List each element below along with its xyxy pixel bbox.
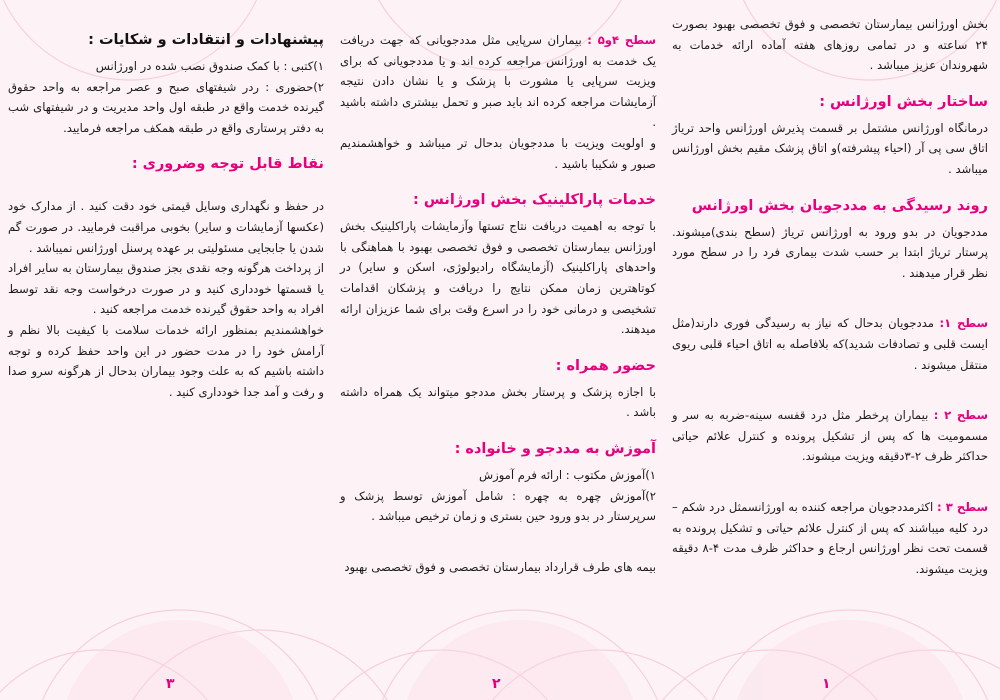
- paraclinic-heading: خدمات پاراکلینیک بخش اورژانس :: [413, 192, 656, 209]
- process-text: مددجویان در بدو ورود به اورژانس تریاژ (سطح بندی)میشوند. پرستار تریاژ ابتدا بر حسب شدت بیماری فرد را در سطح مورد نظر قرار میدهند .: [672, 224, 988, 280]
- complaints-heading: پیشنهادات و انتقادات و شکایات :: [88, 32, 324, 48]
- priority-text: و اولویت ویزیت با مددجویان بدحال تر میباشد و خواهشمندیم صبور و شکیبا باشید .: [340, 135, 656, 171]
- level3-text: اکثرمددجویان مراجعه کننده به اورژانسمثل درد شکم – درد کلیه میباشند که پس از کنترل علائم حیاتی و تشکیل پرونده به قسمت تحت نظر اورژانس ارجاع و حداکثر ظرف مدت ۴-۸ دقیقه ویزیت میشوند.: [672, 499, 988, 576]
- level1-paragraph: [672, 313, 988, 375]
- level2-text: بیماران پرخطر مثل درد قفسه سینه-ضربه به سر و مسمومیت ها که پس از تشکیل پرونده و کنترل علائم حیاتی حداکثر ظرف ۲-۳دقیقه ویزیت میشوند.: [672, 408, 988, 464]
- level45-text: بیماران سرپایی مثل مددجویانی که جهت دریافت یک خدمت به اورژانس مراجعه کرده اند و یا مددجویانی که برای ویزیت سرپایی یا مشورت با پزشک و یا نشان دادن نتیجه آزمایشات مراجعه کرده اند باید صبر و تحمل بیشتری داشته باشید .: [340, 33, 656, 130]
- level2-paragraph: [672, 405, 988, 467]
- notes-heading: نقاط قابل توجه وضروری :: [131, 156, 324, 173]
- process-heading: روند رسیدگی به مددجویان بخش اورژانس: [691, 197, 988, 214]
- page-number-1: ۱: [822, 676, 831, 692]
- level3-paragraph: [672, 497, 988, 579]
- notes-paragraph-3: خواهشمندیم بمنظور ارائه خدمات سلامت با کیفیت بالا نظم و آرامش خود را در مدت حضور در این واحد حفظ کرده و توجه داشته باشیم که به علت وجود بیماران بدحال از هرگونه سرو صدا و رفت و آمد جدا خودداری کنید .: [8, 322, 324, 399]
- intro-text: بخش اورژانس بیمارستان تخصصی و فوق تخصصی بهبود بصورت ۲۴ ساعته و در تمامی روزهای هفته آماده ارائه خدمات به شهروندان عزیز میباشد .: [672, 17, 988, 73]
- level1-label: سطح ۱:: [939, 316, 988, 331]
- complaints-item-1: ۱)کتبی : با کمک صندوق نصب شده در اورژانس: [95, 59, 324, 73]
- education-heading: آموزش به مددجو و خانواده :: [454, 440, 656, 457]
- education-item-2: ۲)آموزش چهره به چهره : شامل آموزش توسط پزشک و سرپرستار در بدو ورود حین بستری و زمان ترخیص میباشد .: [340, 488, 656, 524]
- education-item-1: ۱)آموزش مکتوب : ارائه فرم آموزش: [478, 467, 656, 482]
- complaints-item-2: ۲)حضوری : ردر شیفتهای صبح و عصر مراجعه به واحد حقوق گیرنده خدمت واقع در طبقه اول واحد مدیریت و در شیفتهای شب به دفتر پرستاری واقع در طبقه همکف مراجعه فرمایید.: [8, 79, 324, 135]
- page-number-3: ۳: [166, 676, 175, 692]
- notes-paragraph-2: از پرداخت هرگونه وجه نقدی بجز صندوق بیمارستان به سایر افراد یا قسمتها خودداری کنید و در صورت درخواست وجه نقد توسط افراد به واحد حقوق گیرنده خدمت مراجعه کنید .: [8, 261, 324, 317]
- paraclinic-text: با توجه به اهمیت دریافت نتاج تستها وآزمایشات پاراکلینیک بخش اورژانس بیمارستان تخصصی و فوق تخصصی بهبود با هماهنگی با واحدهای پاراکلینیک (آزمایشگاه رادیولوژی، اسکن و سایر) در کوتاهترین زمان ممکن نتایج را دریافت و پزشکان اقدامات تشخیصی و درمانی خود را در اسرع وقت برای شما عزیزان ارائه میدهند.: [340, 219, 656, 337]
- column-page-1: [672, 0, 988, 700]
- column-page-2: [340, 0, 656, 700]
- structure-text: درمانگاه اورژانس مشتمل بر قسمت پذیرش اورژانس واحد تریاژ اتاق سی پی آر (احیاء پیشرفته)و اتاق پزشک مقیم بخش اورژانس میباشد .: [672, 120, 988, 176]
- level3-label: سطح ۳ :: [936, 499, 988, 514]
- companion-heading: حضور همراه :: [555, 357, 656, 374]
- structure-heading: ساختار بخش اورژانس :: [819, 93, 988, 110]
- notes-paragraph-1: در حفظ و نگهداری وسایل قیمتی خود دقت کنید . از مدارک خود (عکسها آزمایشات و سایر) بخوبی مراقبت فرمایید. در صورت گم شدن یا جابجایی مسئولیتی بر عهده پرسنل اورژانس نمیباشد .: [8, 199, 324, 255]
- page-number-2: ۲: [492, 676, 501, 692]
- companion-text: با اجازه پزشک و پرستار بخش مددجو میتواند یک همراه داشته باشد .: [340, 384, 656, 420]
- level2-label: سطح ۲ :: [933, 408, 988, 423]
- level45-paragraph: [340, 30, 656, 133]
- level45-label: سطح ۴و۵ :: [587, 33, 656, 47]
- column-page-3: [8, 0, 324, 700]
- level1-text: مددجویان بدحال که نیاز به رسیدگی فوری دارند(مثل ایست قلبی و تصادفات شدید)که بلافاصله به اتاق احیاء قلبی ریوی منتقل میشوند .: [672, 316, 988, 372]
- insurance-text: بیمه های طرف قرارداد بیمارستان تخصصی و فوق تخصصی بهبود: [344, 559, 656, 574]
